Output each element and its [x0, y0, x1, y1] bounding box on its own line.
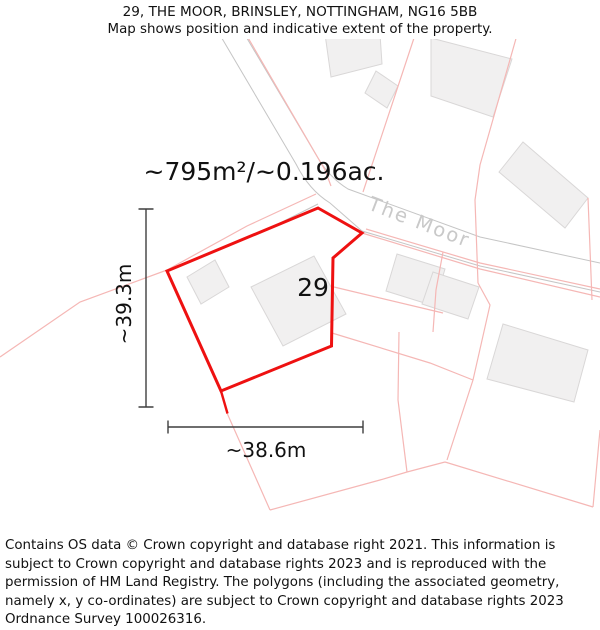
building-footprint: [431, 38, 512, 117]
property-address-title: 29, THE MOOR, BRINSLEY, NOTTINGHAM, NG16 5BB: [122, 4, 478, 20]
page-header: [0, 0, 600, 39]
vertical-dimension-line: [139, 209, 154, 407]
copyright-notice: Contains OS data © Crown copyright and database right 2021. This information is subject to Crown copyright and database rights 2023 and is reproduced with the permission of HM Land Registry. The polygons (including the associated geometry, namely x, y co-ordinates) are subject to Crown copyright and database rights 2023 Ordnance Survey 100026316.: [5, 537, 596, 630]
parcel-boundary-line-west: [0, 194, 316, 357]
building-footprint: [325, 34, 382, 77]
plot-number-label: 29: [297, 273, 329, 302]
area-label: ~795m²/~0.196ac.: [143, 157, 385, 186]
outbuilding-footprint: [187, 260, 229, 304]
height-dimension-label: ~39.3m: [112, 263, 136, 345]
property-outline-spur: [221, 391, 228, 414]
road-name-label: The Moor: [365, 192, 474, 253]
building-footprint: [499, 142, 588, 228]
building-footprint: [422, 272, 479, 319]
horizontal-dimension-line: [168, 421, 363, 434]
map-description-subtitle: Map shows position and indicative extent of the property.: [107, 22, 493, 37]
building-footprint: [487, 324, 588, 402]
dimension-annotations: [112, 209, 363, 462]
width-dimension-label: ~38.6m: [225, 438, 307, 462]
